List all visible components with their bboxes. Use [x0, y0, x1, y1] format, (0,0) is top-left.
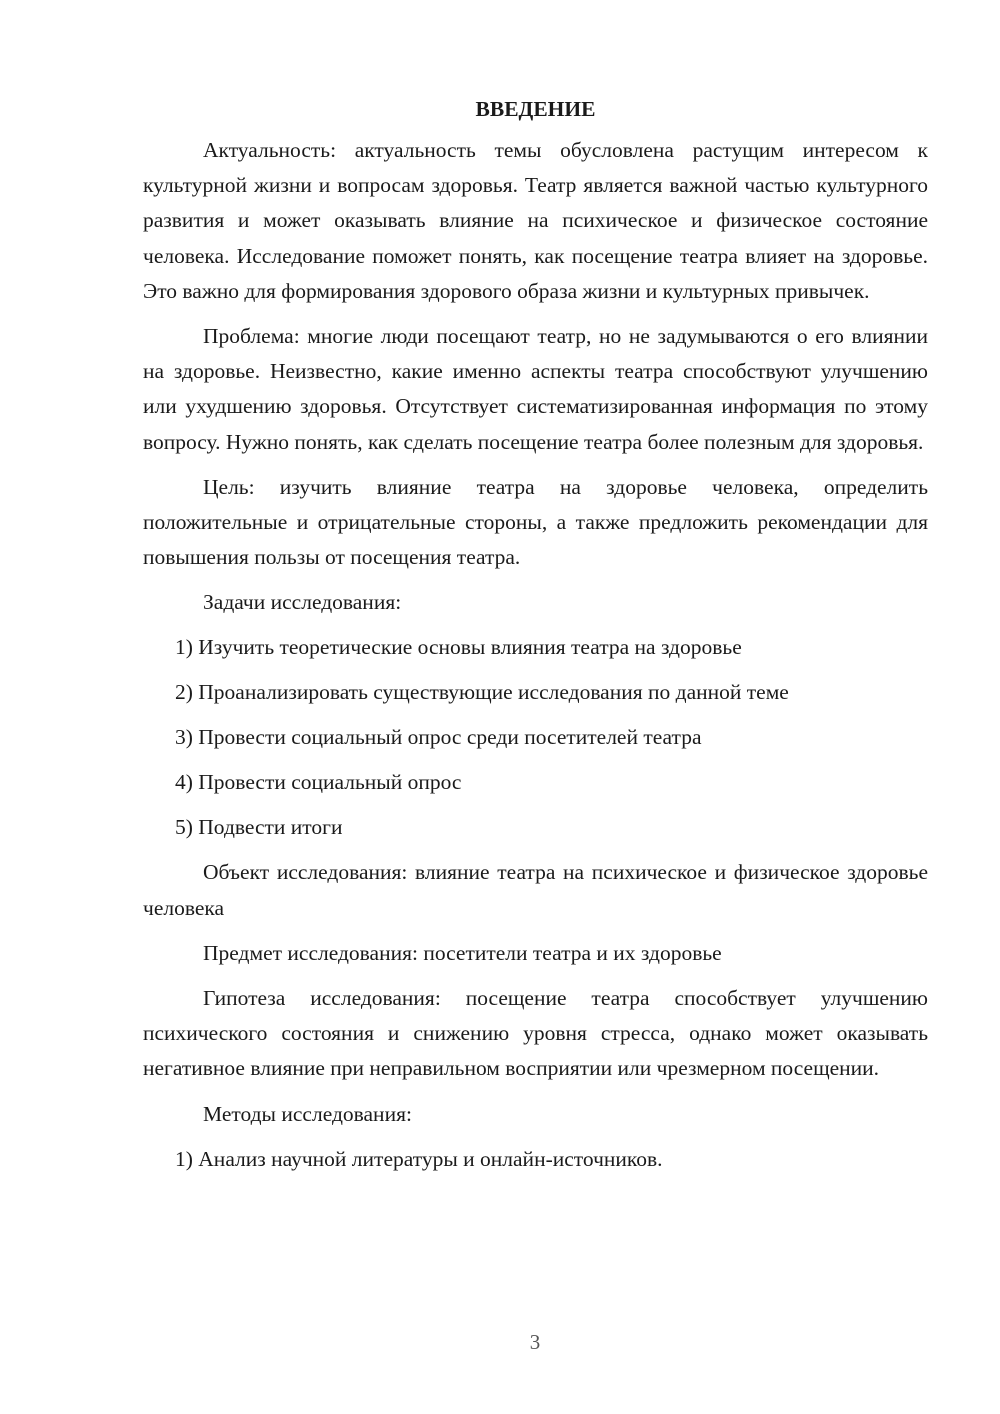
- task-item-2: 2) Проанализировать существующие исследования по данной теме: [175, 680, 789, 705]
- methods-heading: Методы исследования:: [203, 1101, 412, 1126]
- paragraph-subject: Предмет исследования: посетители театра и их здоровье: [203, 940, 722, 965]
- section-title: ВВЕДЕНИЕ: [475, 97, 596, 121]
- paragraph-relevance: Актуальность: актуальность темы обусловлена растущим интересом к культурной жизни и вопросам здоровья. Театр является важной частью культурного развития и может оказывать влияние на психическое и физическое состояние человека. Исследование поможет понять, как посещение театра влияет на здоровье. Это важно для формирования здорового образа жизни и культурных привычек.: [143, 138, 928, 303]
- task-item-4: 4) Провести социальный опрос: [175, 770, 462, 795]
- paragraph-hypothesis: Гипотеза исследования: посещение театра способствует улучшению психического состояния и снижению уровня стресса, однако может оказывать негативное влияние при неправильном восприятии или чрезмерном посещении.: [143, 986, 928, 1081]
- task-item-5: 5) Подвести итоги: [175, 815, 343, 840]
- page-number: 3: [529, 1330, 541, 1354]
- task-item-1: 1) Изучить теоретические основы влияния театра на здоровье: [175, 635, 742, 660]
- task-item-3: 3) Провести социальный опрос среди посетителей театра: [175, 725, 702, 750]
- paragraph-object: Объект исследования: влияние театра на психическое и физическое здоровье человека: [143, 860, 928, 920]
- paragraph-goal: Цель: изучить влияние театра на здоровье человека, определить положительные и отрицательные стороны, а также предложить рекомендации для повышения пользы от посещения театра.: [143, 474, 928, 570]
- tasks-heading: Задачи исследования:: [203, 590, 402, 615]
- paragraph-problem: Проблема: многие люди посещают театр, но не задумываются о его влиянии на здоровье. Неизвестно, какие именно аспекты театра способствуют улучшению или ухудшению здоровья. Отсутствует систематизированная информация по этому вопросу. Нужно понять, как сделать посещение театра более полезным для здоровья.: [143, 324, 928, 454]
- document-page: [143, 92, 928, 1187]
- method-item-1: 1) Анализ научной литературы и онлайн-источников.: [175, 1146, 663, 1171]
